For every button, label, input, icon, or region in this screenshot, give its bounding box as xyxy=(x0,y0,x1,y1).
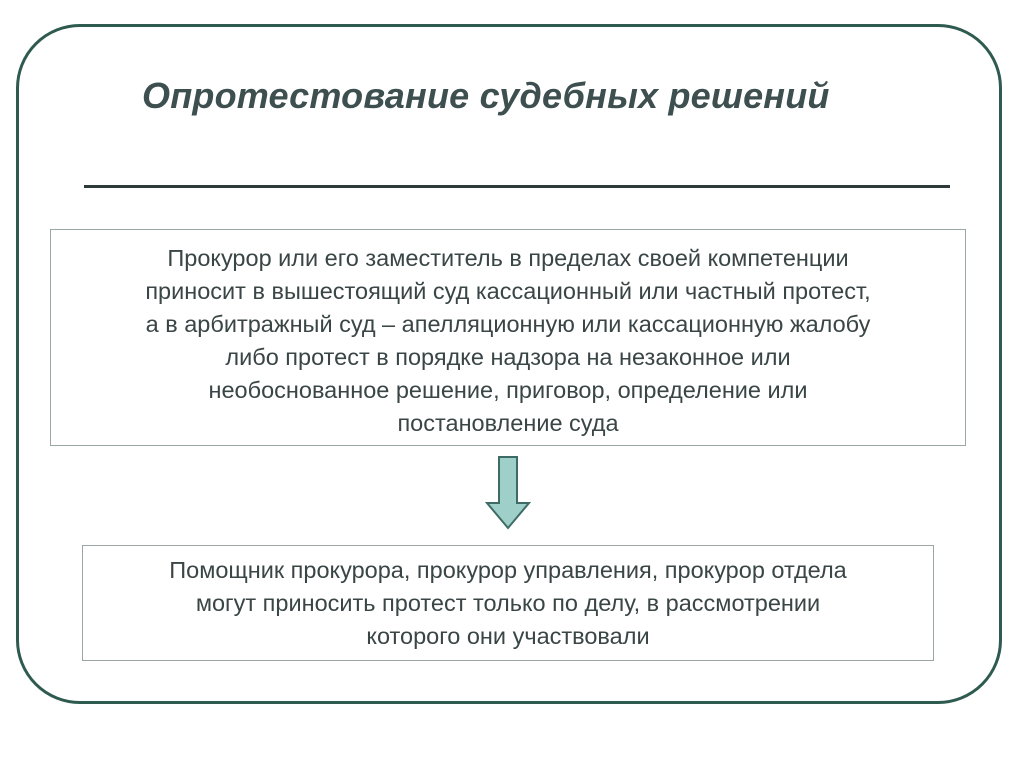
prosecutor-rights-box xyxy=(50,229,966,446)
slide-title: Опротестование судебных решений xyxy=(142,75,830,116)
box-top-line: Прокурор или его заместитель в пределах своей компетенции xyxy=(167,245,849,271)
down-arrow-icon xyxy=(484,455,532,531)
box-bottom-line: Помощник прокурора, прокурор управления, прокурор отдела xyxy=(169,557,847,583)
title-underline xyxy=(84,185,950,188)
assistant-rights-box xyxy=(82,545,934,661)
box-top-line: необоснованное решение, приговор, определение или xyxy=(208,377,808,403)
box-bottom-line: могут приносить протест только по делу, в рассмотрении xyxy=(195,590,821,616)
box-top-line: приносит в вышестоящий суд кассационный или частный протест, xyxy=(145,278,871,304)
down-arrow-shape xyxy=(487,457,529,528)
box-top-line: а в арбитражный суд – апелляционную или кассационную жалобу xyxy=(145,311,871,337)
box-top-line: постановление суда xyxy=(397,410,619,436)
box-top-line: либо протест в порядке надзора на незаконное или xyxy=(225,344,791,370)
box-bottom-line: которого они участвовали xyxy=(366,623,650,649)
